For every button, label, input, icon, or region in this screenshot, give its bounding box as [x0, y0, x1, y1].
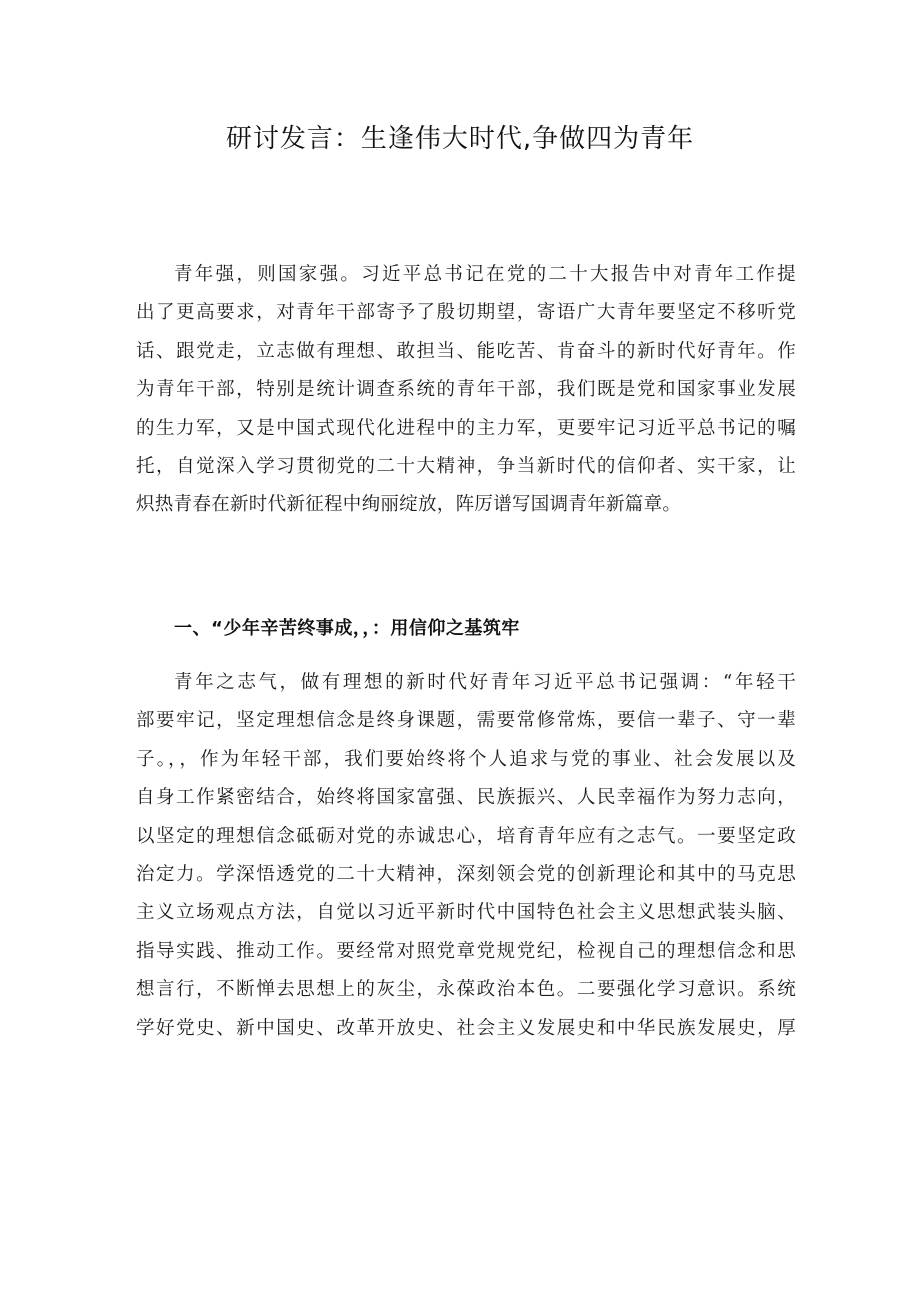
paragraph-line: 想言行，不断惮去思想上的灰尘，永葆政治本色。二要强化学习意识。系统 [136, 979, 796, 1001]
paragraph-line: 炽热青春在新时代新征程中绚丽绽放，阵厉谱写国调青年新篇章。 [136, 494, 682, 516]
paragraph-line: 话、跟党走，立志做有理想、敢担当、能吃苦、肯奋斗的新时代好青年。作 [136, 340, 796, 362]
paragraph-line: 治定力。学深悟透党的二十大精神，深刻领会党的创新理论和其中的马克思 [136, 863, 796, 885]
paragraph-line: 以坚定的理想信念砥砺对党的赤诚忠心，培育青年应有之志气。一要坚定政 [136, 825, 796, 847]
paragraph-line: 青年之志气，做有理想的新时代好青年习近平总书记强调：“年轻干 [174, 672, 796, 693]
paragraph-line: 托，自觉深入学习贯彻党的二十大精神，争当新时代的信仰者、实干家，让 [136, 455, 796, 477]
paragraph-line: 出了更高要求，对青年干部寄予了殷切期望，寄语广大青年要坚定不移听党 [136, 302, 796, 324]
paragraph-line: 子。，，作为年轻干部，我们要始终将个人追求与党的事业、社会发展以及 [136, 748, 796, 770]
paragraph-line: 指导实践、推动工作。要经常对照党章党规党纪，检视自己的理想信念和思 [136, 940, 796, 962]
section-heading: 一、“少年辛苦终事成，，：用信仰之基筑牢 [174, 618, 520, 639]
paragraph-line: 青年强，则国家强。习近平总书记在党的二十大报告中对青年工作提 [174, 264, 796, 285]
paragraph-line: 为青年干部，特别是统计调查系统的青年干部，我们既是党和国家事业发展 [136, 379, 796, 401]
paragraph-line: 主义立场观点方法，自觉以习近平新时代中国特色社会主义思想武装头脑、 [136, 902, 796, 924]
paragraph-line: 部要牢记，坚定理想信念是终身课题，需要常修常炼，要信一辈子、守一辈 [136, 710, 796, 732]
paragraph-line: 的生力军，又是中国式现代化进程中的主力军，更要牢记习近平总书记的嘱 [136, 417, 796, 439]
paragraph-line: 自身工作紧密结合，始终将国家富强、民族振兴、人民幸福作为努力志向， [136, 787, 796, 809]
paragraph-2 [136, 664, 796, 1048]
document-title: 研讨发言：生逢伟大时代,争做四为青年 [225, 124, 695, 154]
paragraph-line: 学好党史、新中国史、改革开放史、社会主义发展史和中华民族发展史，厚 [136, 1017, 796, 1039]
paragraph-1 [136, 256, 796, 525]
